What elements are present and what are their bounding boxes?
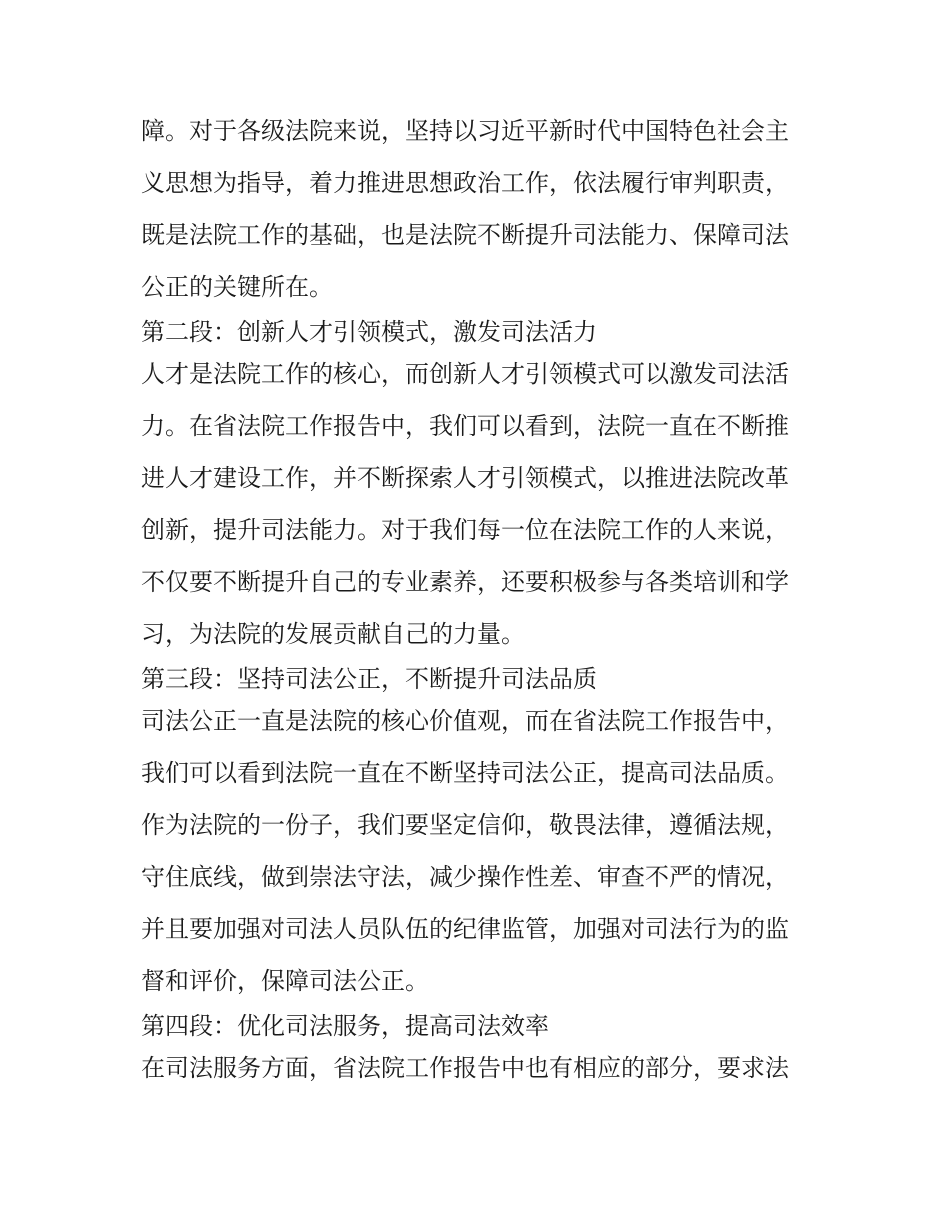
document-page: [141, 110, 813, 1099]
text-line: 义思想为指导，着力推进思想政治工作，依法履行审判职责，: [141, 169, 789, 197]
text-line: 进人才建设工作，并不断探索人才引领模式，以推进法院改革: [141, 464, 789, 492]
text-line: 力。在省法院工作报告中，我们可以看到，法院一直在不断推: [141, 412, 789, 440]
text-line: 习，为法院的发展贡献自己的力量。: [141, 620, 525, 648]
text-line: 创新，提升司法能力。对于我们每一位在法院工作的人来说，: [141, 516, 789, 544]
section-heading: 第三段：坚持司法公正，不断提升司法品质: [141, 665, 597, 693]
text-line: 不仅要不断提升自己的专业素养，还要积极参与各类培训和学: [141, 568, 789, 596]
text-line: 守住底线，做到崇法守法，减少操作性差、审查不严的情况，: [141, 863, 789, 891]
section-heading: 第四段：优化司法服务，提高司法效率: [141, 1012, 549, 1040]
text-line: 司法公正一直是法院的核心价值观，而在省法院工作报告中，: [141, 707, 789, 735]
section-heading: 第二段：创新人才引领模式，激发司法活力: [141, 318, 597, 346]
text-line: 在司法服务方面，省法院工作报告中也有相应的部分，要求法: [141, 1054, 789, 1082]
text-line: 既是法院工作的基础，也是法院不断提升司法能力、保障司法: [141, 221, 789, 249]
text-line: 作为法院的一份子，我们要坚定信仰，敬畏法律，遵循法规，: [141, 811, 789, 839]
text-line: 督和评价，保障司法公正。: [141, 967, 429, 995]
text-line: 障。对于各级法院来说，坚持以习近平新时代中国特色社会主: [141, 117, 789, 145]
text-line: 公正的关键所在。: [141, 273, 333, 301]
text-line: 我们可以看到法院一直在不断坚持司法公正，提高司法品质。: [141, 759, 789, 787]
text-line: 并且要加强对司法人员队伍的纪律监管，加强对司法行为的监: [141, 915, 789, 943]
text-line: 人才是法院工作的核心，而创新人才引领模式可以激发司法活: [141, 360, 789, 388]
